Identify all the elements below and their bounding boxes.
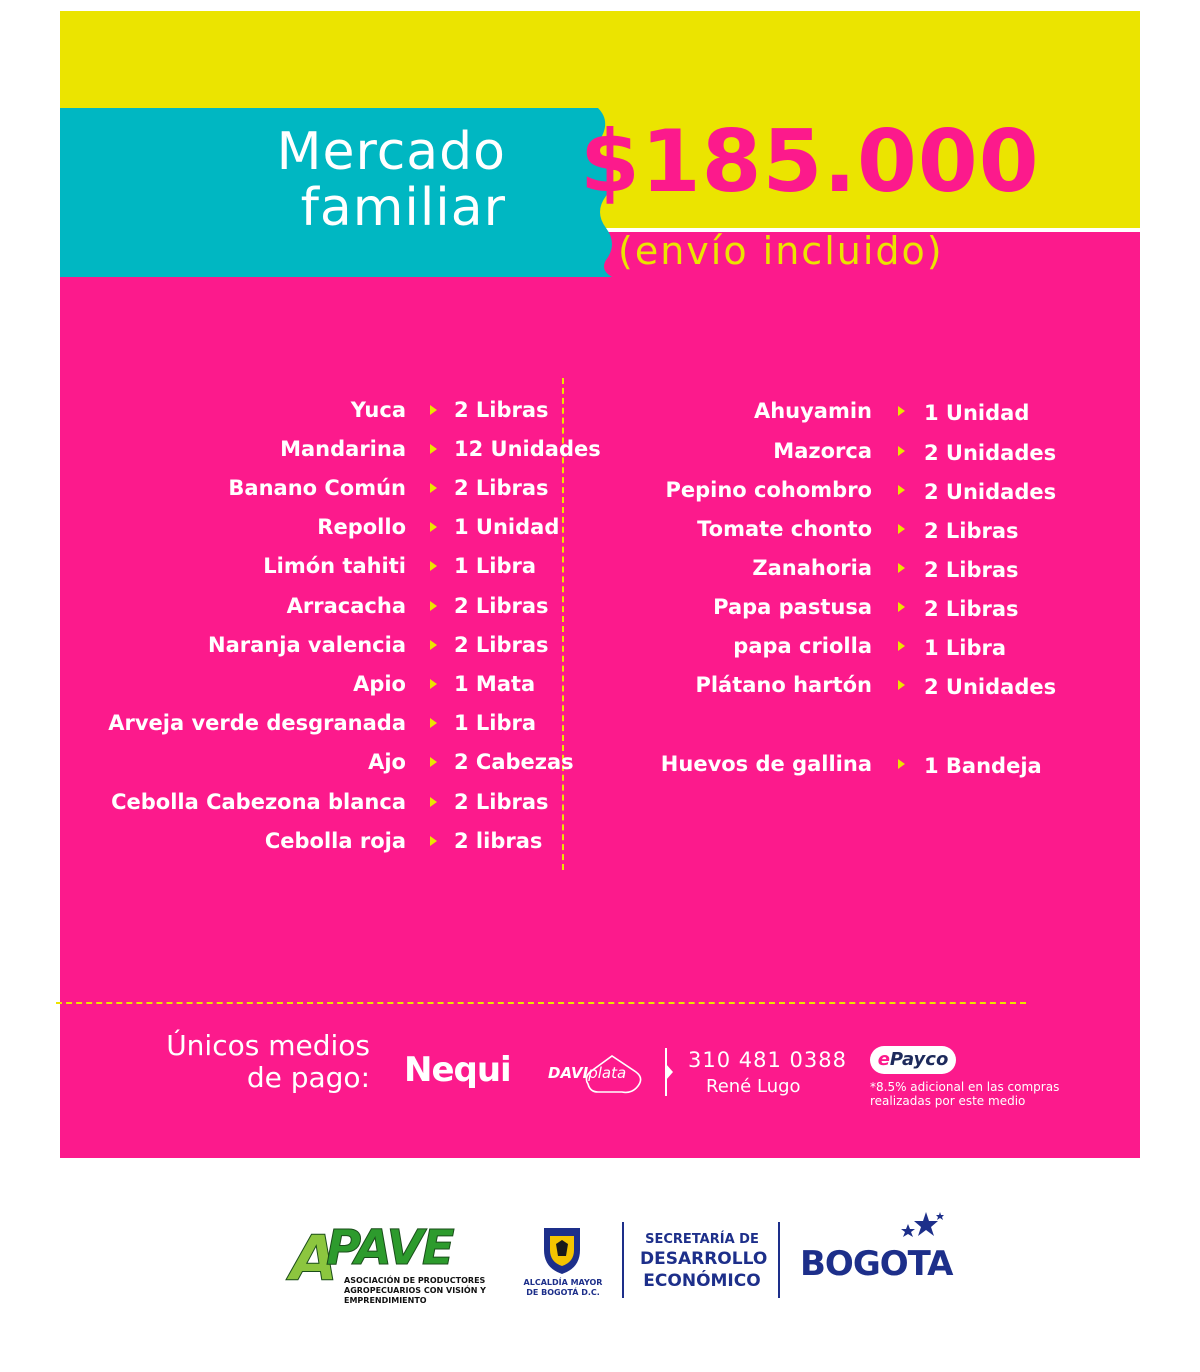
product-name: Ahuyamin: [753, 399, 872, 423]
daviplata-text-b: plata: [588, 1064, 627, 1082]
payment-divider: [56, 1002, 1026, 1004]
sde-line-2: DESARROLLO: [640, 1249, 768, 1269]
arrow-icon: [898, 485, 905, 495]
product-name: papa criolla: [733, 634, 872, 658]
product-qty: 1 Bandeja: [924, 754, 1042, 778]
list-item: [0, 629, 1100, 663]
payment-label-line-1: Únicos medios: [166, 1029, 370, 1062]
epayco-note: *8.5% adicional en las compras realizadas por este medio: [870, 1080, 1060, 1108]
product-qty: 1 Unidad: [454, 515, 560, 539]
nequi-text: Nequi: [404, 1050, 511, 1090]
list-item: [0, 434, 1100, 468]
product-name: Arracacha: [286, 594, 406, 618]
product-qty: 1 Mata: [454, 672, 536, 696]
title-line-1: Mercado: [276, 122, 506, 182]
product-qty: 2 Libras: [454, 594, 549, 618]
product-qty: 2 Unidades: [924, 675, 1057, 699]
secretaria-logo: [640, 1232, 768, 1292]
product-name: Ajo: [368, 750, 406, 774]
product-qty: 2 Libras: [924, 519, 1019, 543]
list-item: [0, 394, 1100, 428]
product-qty: 2 Unidades: [924, 480, 1057, 504]
product-name: Apio: [353, 672, 406, 696]
product-qty: 2 Libras: [454, 633, 549, 657]
product-name: Pepino cohombro: [665, 478, 872, 502]
product-qty: 1 Libra: [924, 636, 1007, 660]
payment-label-line-2: de pago:: [246, 1061, 370, 1094]
alcaldia-shield-icon: [540, 1224, 584, 1276]
product-qty: 2 Libras: [454, 790, 549, 814]
product-qty: 2 Libras: [924, 597, 1019, 621]
apave-logo-initial: A: [290, 1222, 338, 1295]
arrow-icon: [430, 797, 437, 807]
product-name: Repollo: [317, 515, 406, 539]
epayco-text-b: Payco: [889, 1049, 949, 1070]
product-name: Papa pastusa: [713, 595, 872, 619]
arrow-icon: [898, 406, 905, 416]
product-name: Banano Común: [228, 476, 406, 500]
logo-separator: [778, 1222, 780, 1298]
product-name: Naranja valencia: [208, 633, 406, 657]
product-qty: 2 libras: [454, 829, 543, 853]
product-qty: 2 Libras: [454, 398, 549, 422]
product-name: Zanahoria: [752, 556, 872, 580]
arrow-icon: [898, 524, 905, 534]
page-title: [210, 124, 506, 236]
arrow-icon: [898, 680, 905, 690]
phone-number: 310 481 0388: [688, 1048, 847, 1072]
list-item: [0, 706, 640, 740]
product-qty: 2 Cabezas: [454, 750, 574, 774]
product-qty: 2 Libras: [924, 558, 1019, 582]
product-qty: 1 Libra: [454, 711, 537, 735]
product-name: Arveja verde desgranada: [108, 711, 406, 735]
alcaldia-line-2: DE BOGOTÁ D.C.: [526, 1288, 600, 1297]
house-icon: [582, 1050, 646, 1096]
epayco-logo: [870, 1046, 956, 1074]
shipping-note: (envío incluido): [618, 229, 944, 273]
title-line-2: familiar: [300, 178, 506, 238]
product-qty: 12 Unidades: [454, 437, 601, 461]
list-item: [0, 747, 1100, 781]
product-name: Mazorca: [773, 439, 872, 463]
sde-line-3: ECONÓMICO: [643, 1271, 761, 1291]
product-name: Yuca: [350, 398, 406, 422]
nequi-logo: [404, 1050, 511, 1090]
list-item: [0, 473, 1100, 507]
arrow-icon: [898, 641, 905, 651]
product-name: Plátano hartón: [695, 673, 872, 697]
product-qty: 1 Unidad: [924, 401, 1030, 425]
arrow-icon: [898, 759, 905, 769]
arrow-icon: [666, 1064, 673, 1080]
arrow-icon: [898, 602, 905, 612]
list-item: [0, 512, 1100, 546]
arrow-icon: [430, 718, 437, 728]
bogota-logo: BOGOTA: [800, 1244, 953, 1284]
daviplata-text-a: DAVI: [548, 1064, 589, 1082]
list-item: [0, 785, 640, 819]
list-item: [0, 551, 1100, 585]
apave-subtitle: ASOCIACIÓN DE PRODUCTORES AGROPECUARIOS CON VISIÓN Y EMPRENDIMIENTO: [344, 1276, 486, 1305]
list-item: [0, 824, 640, 858]
product-name: Cebolla roja: [264, 829, 406, 853]
arrow-icon: [898, 563, 905, 573]
arrow-icon: [898, 446, 905, 456]
product-name: Cebolla Cabezona blanca: [111, 790, 406, 814]
product-name: Huevos de gallina: [660, 752, 872, 776]
arrow-icon: [430, 836, 437, 846]
sde-line-1: SECRETARÍA DE: [645, 1232, 759, 1247]
list-item: [0, 668, 1100, 702]
payment-label: [120, 1030, 370, 1094]
apave-logo: PAVE: [326, 1220, 453, 1276]
logo-separator: [622, 1222, 624, 1298]
product-qty: 2 Unidades: [924, 441, 1057, 465]
price: $185.000: [580, 112, 1040, 212]
alcaldia-line-1: ALCALDÍA MAYOR: [523, 1278, 603, 1287]
product-name: Tomate chonto: [697, 517, 872, 541]
contact-name: René Lugo: [706, 1076, 801, 1097]
product-name: Limón tahiti: [263, 554, 406, 578]
stars-icon: [896, 1210, 946, 1254]
list-item: [0, 590, 1100, 624]
product-name: Mandarina: [280, 437, 406, 461]
epayco-text-a: e: [877, 1049, 890, 1070]
alcaldia-text: [520, 1278, 606, 1298]
product-qty: 2 Libras: [454, 476, 549, 500]
product-qty: 1 Libra: [454, 554, 537, 578]
